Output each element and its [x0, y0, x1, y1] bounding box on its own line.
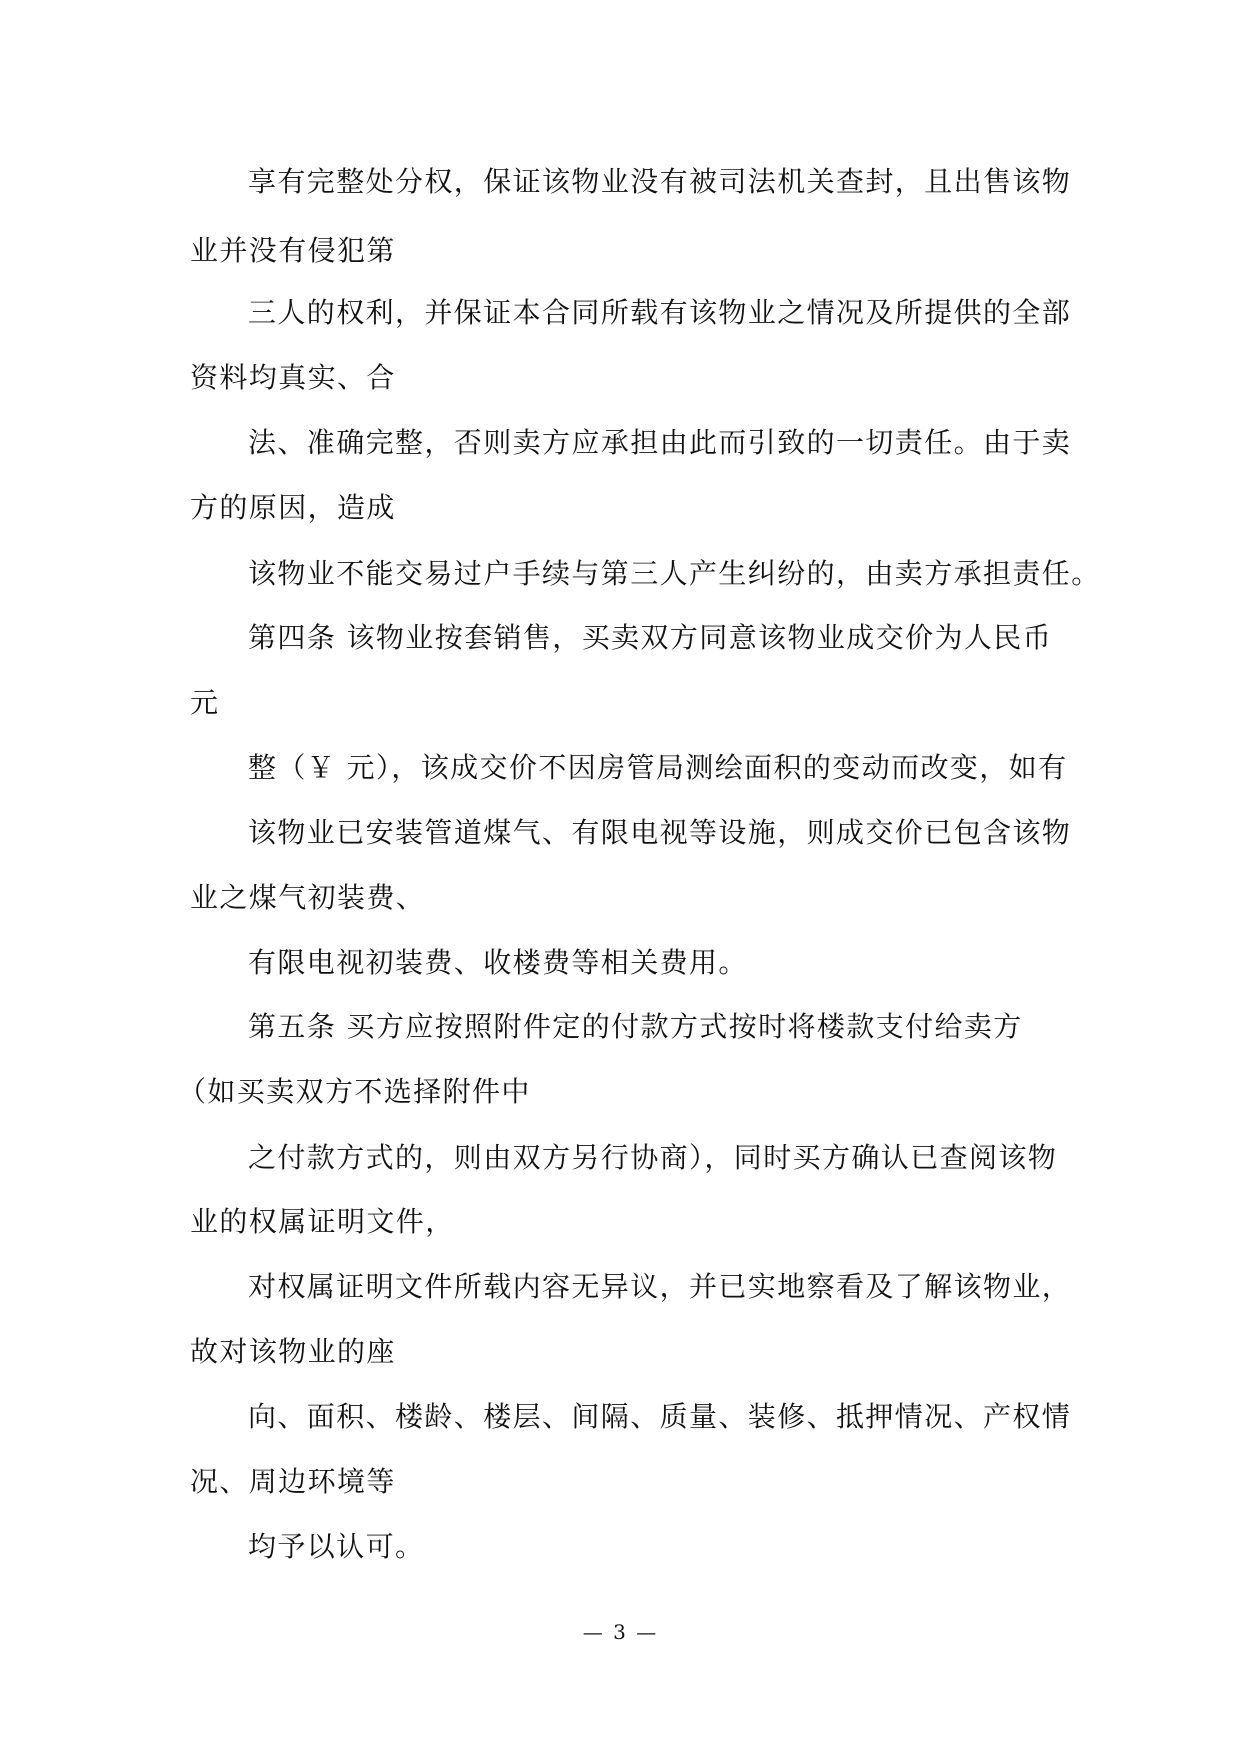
text-line: 业的权属证明文件， — [190, 1205, 455, 1238]
text-line: 资料均真实、合 — [190, 361, 396, 394]
text-line: 享有完整处分权，保证该物业没有被司法机关查封，且出售该物 — [248, 165, 1072, 198]
page-number: — 3 — — [582, 1620, 659, 1644]
text-line: 向、面积、楼龄、楼层、间隔、质量、装修、抵押情况、产权情 — [248, 1400, 1072, 1433]
text-line: 之付款方式的，则由双方另行协商），同时买方确认已查阅该物 — [248, 1141, 1058, 1174]
text-line: （如买卖双方不选择附件中 — [178, 1075, 531, 1108]
text-line: 元 — [190, 686, 220, 719]
text-line: 故对该物业的座 — [190, 1335, 396, 1368]
text-line: 三人的权利，并保证本合同所载有该物业之情况及所提供的全部 — [248, 296, 1072, 329]
text-line: 整（￥ 元），该成交价不因房管局测绘面积的变动而改变，如有 — [248, 751, 1068, 784]
text-line: 业并没有侵犯第 — [190, 234, 396, 267]
text-line: 该物业不能交易过户手续与第三人产生纠纷的，由卖方承担责任。 — [248, 557, 1101, 590]
text-line: 业之煤气初装费、 — [190, 881, 426, 914]
text-line: 第四条 该物业按套销售，买卖双方同意该物业成交价为人民币 — [248, 621, 1053, 654]
text-line: 法、准确完整，否则卖方应承担由此而引致的一切责任。由于卖 — [248, 426, 1072, 459]
text-line: 该物业已安装管道煤气、有限电视等设施，则成交价已包含该物 — [248, 816, 1072, 849]
text-line: 方的原因，造成 — [190, 491, 396, 524]
text-line: 有限电视初装费、收楼费等相关费用。 — [248, 946, 748, 979]
text-line: 第五条 买方应按照附件定的付款方式按时将楼款支付给卖方 — [248, 1010, 1023, 1043]
text-line: 况、周边环境等 — [190, 1465, 396, 1498]
text-line: 对权属证明文件所载内容无异议，并已实地察看及了解该物业， — [248, 1270, 1072, 1303]
text-line: 均予以认可。 — [248, 1530, 425, 1563]
